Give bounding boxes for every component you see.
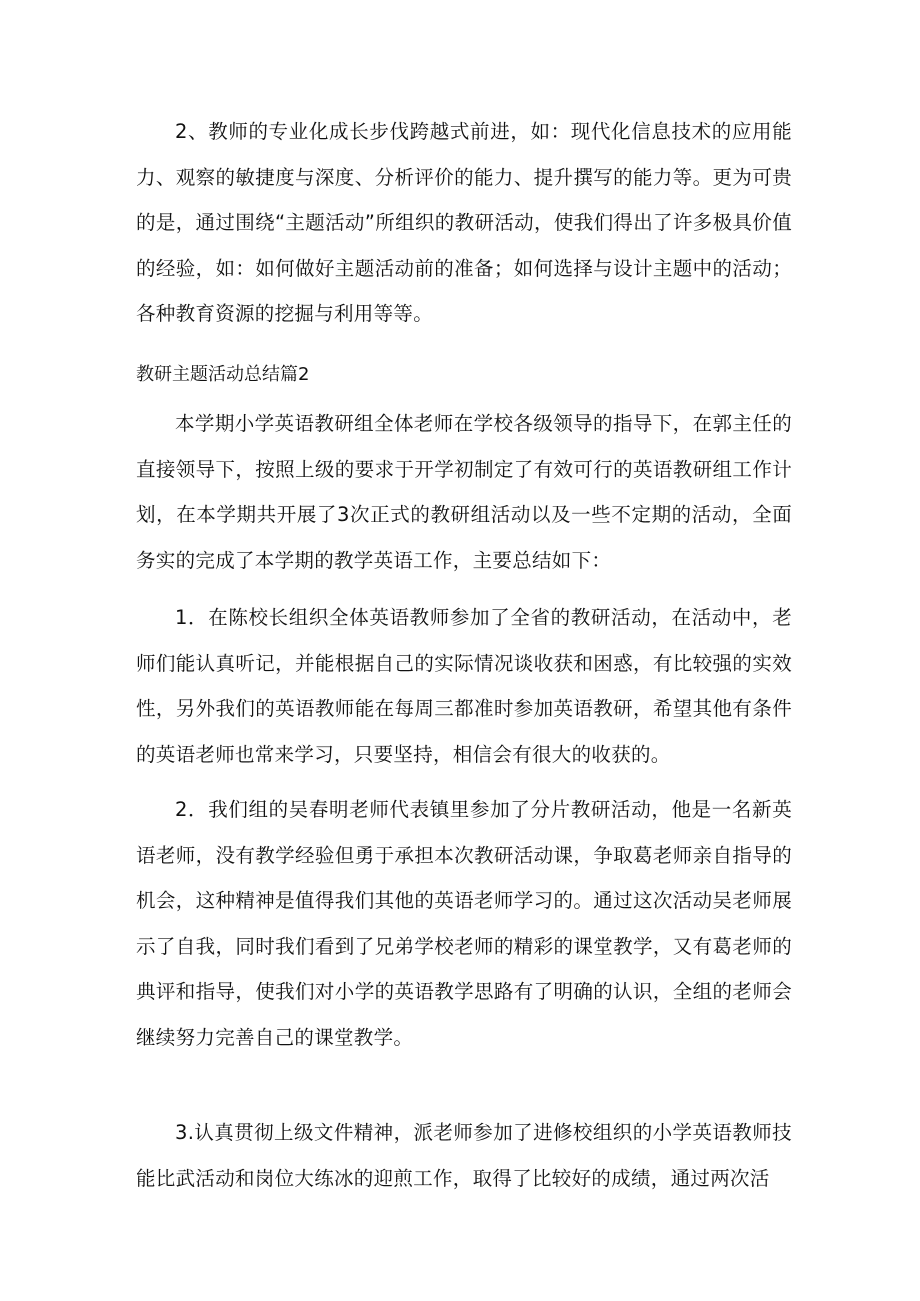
paragraph-item-1: 1．在陈校长组织全体英语教师参加了全省的教研活动，在活动中，老师们能认真听记，并能根据自己的实际情况谈收获和困惑，有比较强的实效性，另外我们的英语教师能在每周三都准时参加英语教研，希望其他有条件的英语老师也常来学习，只要坚持，相信会有很大的收获的。	[136, 606, 792, 766]
paragraph-teacher-growth: 2、教师的专业化成长步伐跨越式前进，如：现代化信息技术的应用能力、观察的敏捷度与深度、分析评价的能力、提升撰写的能力等。更为可贵的是，通过围绕“主题活动”所组织的教研活动，使我们得出了许多极具价值的经验，如：如何做好主题活动前的准备；如何选择与设计主题中的活动；各种教育资源的挖掘与利用等等。	[136, 120, 792, 325]
paragraph-semester-summary: 本学期小学英语教研组全体老师在学校各级领导的指导下，在郭主任的直接领导下，按照上级的要求于开学初制定了有效可行的英语教研组工作计划，在本学期共开展了3次正式的教研组活动以及一些不定期的活动，全面务实的完成了本学期的教学英语工作，主要总结如下：	[136, 412, 792, 572]
section-heading: 教研主题活动总结篇2	[136, 364, 310, 385]
paragraph-item-2: 2．我们组的吴春明老师代表镇里参加了分片教研活动，他是一名新英语老师，没有教学经验但勇于承担本次教研活动课，争取葛老师亲自指导的机会，这种精神是值得我们其他的英语老师学习的。通过这次活动吴老师展示了自我，同时我们看到了兄弟学校老师的精彩的课堂教学，又有葛老师的典评和指导，使我们对小学的英语教学思路有了明确的认识，全组的老师会继续努力完善自己的课堂教学。	[136, 798, 792, 1049]
paragraph-item-3: 3.认真贯彻上级文件精神，派老师参加了进修校组织的小学英语教师技能比武活动和岗位大练冰的迎煎工作，取得了比较好的成绩，通过两次活	[136, 1121, 792, 1190]
